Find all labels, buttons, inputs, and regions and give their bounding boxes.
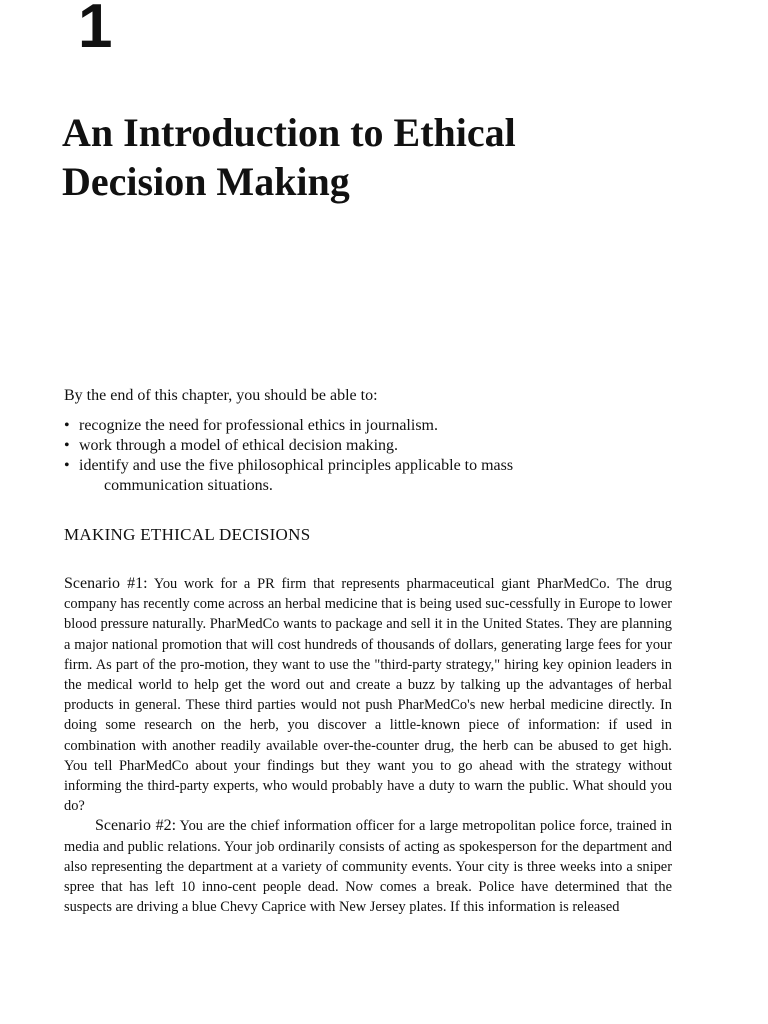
- chapter-title: [62, 108, 722, 206]
- scenario-paragraph: [64, 816, 672, 917]
- bullet-icon: •: [64, 437, 70, 454]
- objective-item: [64, 416, 704, 436]
- objective-text: identify and use the five philosophical principles applicable to mass: [79, 457, 514, 474]
- chapter-title-line-2: Decision Making: [62, 159, 350, 204]
- bullet-icon: •: [64, 457, 70, 474]
- scenario-text: You are the chief information officer for a large metropolitan police force, trained in media and public relations. Your job ordinarily consists of acting as spokesperson for the department and also representing the department at a variety of community events. Your city is three weeks into a sniper spree that has left 10 inno-cent people dead. Now comes a break. Police have determined that the suspects are driving a blue Chevy Caprice with New Jersey plates. If this information is released: [64, 818, 672, 916]
- scenario-text: You work for a PR firm that represents pharmaceutical giant PharMedCo. The drug company has recently come across an herbal medicine that is being used suc-cessfully in Europe to lower blood pressure naturally. PharMedCo wants to package and sell it in the United States. They are planning a major national promotion that will cost hundreds of thousands of dollars, generating large fees for your firm. As part of the pro-motion, they want to use the "third-party strategy," hiring key opinion leaders in the medical world to help get the word out and create a buzz by talking up the advantages of herbal products in general. These third parties would not push PharMedCo's new herbal medicine directly. In doing some research on the herb, you discover a little-known piece of information: if used in combination with another readily available over-the-counter drug, the herb can be abused to get high. You tell PharMedCo about your findings but they want you to go ahead with the strategy without informing the third-party experts, who would probably have a duty to warn the public. What should you do?: [64, 576, 673, 815]
- scenario-label: Scenario #2:: [95, 817, 177, 835]
- objective-text-continued: communication situations.: [104, 477, 273, 494]
- objective-text: work through a model of ethical decision making.: [79, 437, 399, 454]
- objective-item: [64, 456, 704, 496]
- chapter-number: 1: [78, 0, 113, 61]
- scenario-label: Scenario #1:: [64, 575, 148, 592]
- objectives-intro: By the end of this chapter, you should be able to:: [64, 387, 378, 404]
- body-text: [64, 574, 672, 917]
- scenario-paragraph: [64, 574, 672, 816]
- objective-item: [64, 436, 704, 456]
- bullet-icon: •: [64, 417, 70, 434]
- objectives-list: [64, 416, 704, 496]
- objective-text: recognize the need for professional ethics in journalism.: [79, 417, 438, 434]
- section-heading: MAKING ETHICAL DECISIONS: [64, 525, 311, 544]
- chapter-title-line-1: An Introduction to Ethical: [62, 110, 516, 155]
